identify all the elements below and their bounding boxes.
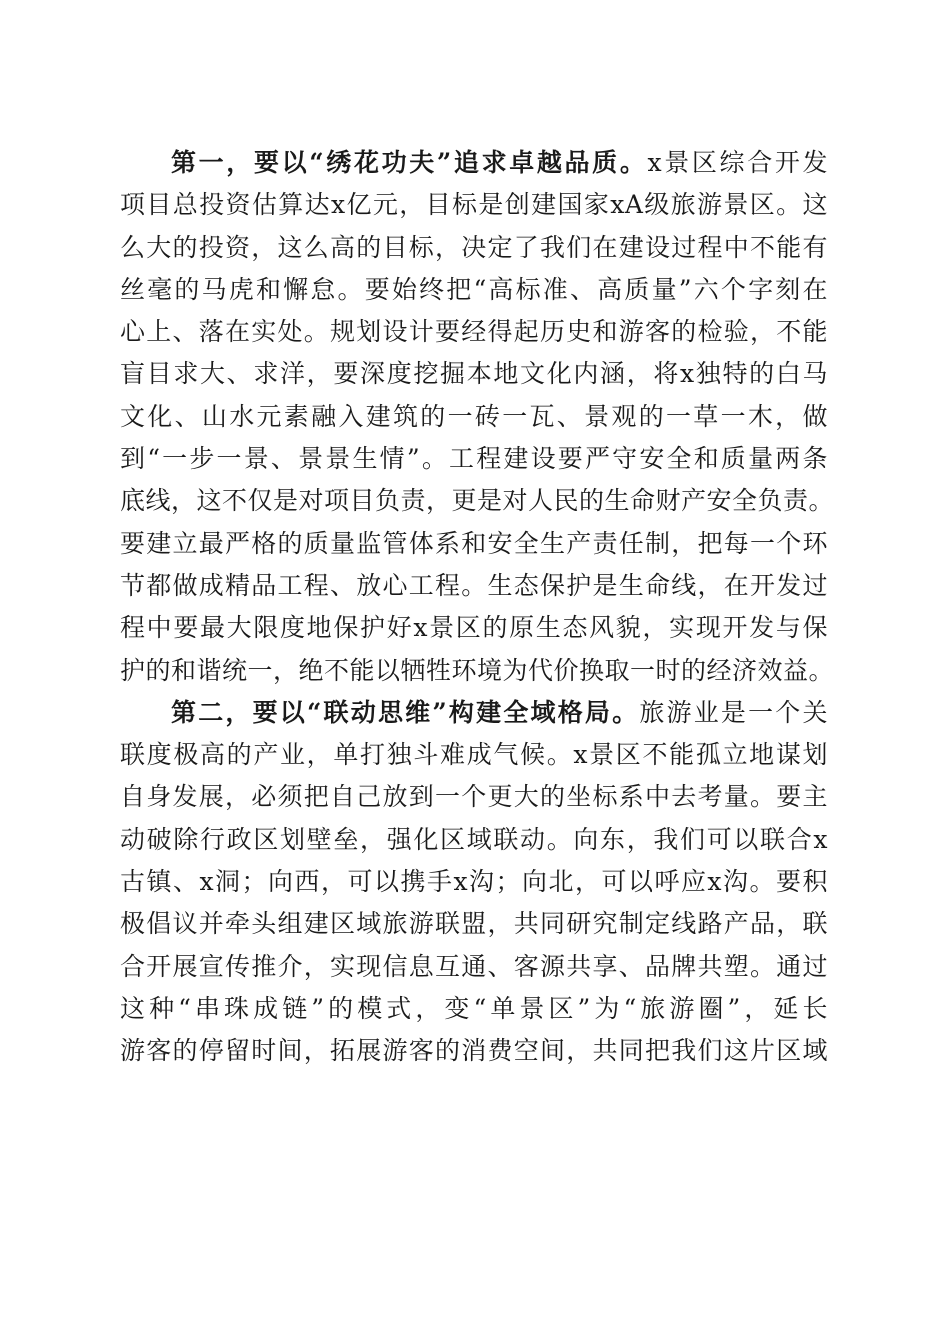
paragraph-line	[120, 692, 828, 734]
paragraph-line: 文化、山水元素融入建筑的一砖一瓦、景观的一草一木，做	[120, 401, 828, 431]
paragraph-1	[120, 142, 835, 692]
paragraph-text: x景区综合开发	[647, 148, 828, 177]
paragraph-text: 旅游业是一个关	[639, 697, 828, 727]
paragraph-line: 到“一步一景、景景生情”。工程建设要严守安全和质量两条	[120, 444, 828, 474]
paragraph-line: 护的和谐统一，绝不能以牺牲环境为代价换取一时的经济效益。	[120, 655, 835, 685]
paragraph-line: 底线，这不仅是对项目负责，更是对人民的生命财产安全负责。	[120, 486, 835, 516]
paragraph-line: 动破除行政区划壁垒，强化区域联动。向东，我们可以联合x	[120, 824, 828, 854]
paragraph-line	[120, 142, 828, 184]
paragraph-line: 游客的停留时间，拓展游客的消费空间，共同把我们这片区域	[120, 1036, 828, 1066]
paragraph-line: 节都做成精品工程、放心工程。生态保护是生命线，在开发过	[120, 570, 828, 600]
paragraph-line: 项目总投资估算达x亿元，目标是创建国家xA级旅游景区。这	[120, 190, 828, 220]
paragraph-line: 这种“串珠成链”的模式，变“单景区”为“旅游圈”，延长	[120, 993, 828, 1023]
paragraph-line: 要建立最严格的质量监管体系和安全生产责任制，把每一个环	[120, 528, 828, 558]
paragraph-heading: 第一，要以“绣花功夫”追求卓越品质。	[171, 148, 648, 177]
paragraph-line: 丝毫的马虎和懈怠。要始终把“高标准、高质量”六个字刻在	[120, 274, 828, 304]
paragraph-line: 古镇、x洞；向西，可以携手x沟；向北，可以呼应x沟。要积	[120, 867, 828, 897]
paragraph-line: 盲目求大、求洋，要深度挖掘本地文化内涵，将x独特的白马	[120, 359, 828, 389]
paragraph-line: 极倡议并牵头组建区域旅游联盟，共同研究制定线路产品，联	[120, 909, 828, 939]
paragraph-line: 么大的投资，这么高的目标，决定了我们在建设过程中不能有	[120, 232, 828, 262]
paragraph-line: 自身发展，必须把自己放到一个更大的坐标系中去考量。要主	[120, 782, 828, 812]
document-body	[120, 142, 835, 1073]
paragraph-line: 合开展宣传推介，实现信息互通、客源共享、品牌共塑。通过	[120, 951, 828, 981]
paragraph-2	[120, 692, 828, 1073]
paragraph-line: 联度极高的产业，单打独斗难成气候。x景区不能孤立地谋划	[120, 740, 828, 770]
paragraph-line: 程中要最大限度地保护好x景区的原生态风貌，实现开发与保	[120, 613, 828, 643]
paragraph-heading: 第二，要以“联动思维”构建全域格局。	[171, 697, 640, 727]
paragraph-line: 心上、落在实处。规划设计要经得起历史和游客的检验，不能	[120, 317, 828, 347]
